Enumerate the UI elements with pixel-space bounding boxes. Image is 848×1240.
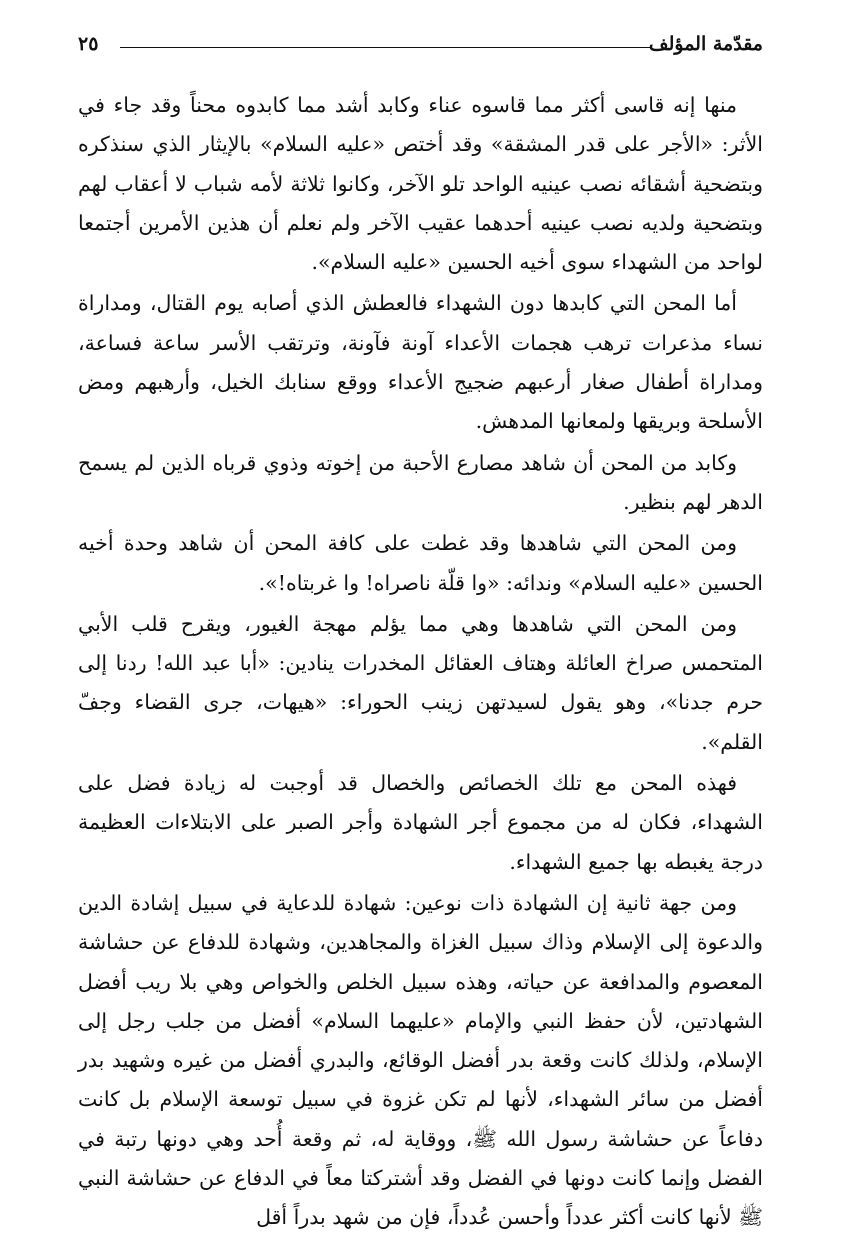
paragraph: ومن المحن التي شاهدها وهي مما يؤلم مهجة الغيور، ويقرح قلب الأبي المتحمس صراخ العائلة وهتاف العقائل المخدرات ينادين: «أبا عبد الله! ردنا إلى حرم جدنا»، وهو يقول لسيدتهن زينب الحوراء: «هيهات، جرى القضاء وجفّ القلم».: [78, 611, 763, 754]
paragraph: أما المحن التي كابدها دون الشهداء فالعطش الذي أصابه يوم القتال، ومداراة نساء مذعرات ترهب هجمات الأعداء آونة فآونة، وترتقب الأسر ساعة فساعة، ومداراة أطفال صغار أرعبهم ضجيج الأعداء ووقع سنابك الخيل، وأرهبهم ومض الأسلحة وبريقها ولمعانها المدهش.: [78, 291, 763, 434]
paragraph: فهذه المحن مع تلك الخصائص والخصال قد أوجبت له زيادة فضل على الشهداء، فكان له من مجموع أجر الشهادة وأجر الصبر على الابتلاءات العظيمة درجة يغبطه بها جميع الشهداء.: [78, 771, 763, 874]
paragraph: منها إنه قاسى أكثر مما قاسوه عناء وكابد أشد مما كابدوه محناً وقد جاء في الأثر: «الأجر على قدر المشقة» وقد أختص «عليه السلام» بالإيثار الذي سنذكره وبتضحية أشقائه نصب عينيه الواحد تلو الآخر، وكانوا ثلاثة لأمه شباب لا أعقاب لهم وبتضحية ولديه نصب عينيه أحدهما عقيب الآخر ولم نعلم أن هذين الأمرين أجتمعا لواحد من الشهداء سوى أخيه الحسين «عليه السلام».: [78, 93, 763, 275]
paragraph: وكابد من المحن أن شاهد مصارع الأحبة من إخوته وذوي قرباه الذين لم يسمح الدهر لهم بنظير.: [78, 450, 763, 514]
page-number: ٢٥: [78, 33, 99, 55]
header-rule: [120, 47, 651, 48]
running-title: مقدّمة المؤلف: [648, 33, 763, 55]
paragraph: ومن جهة ثانية إن الشهادة ذات نوعين: شهادة للدعاية في سبيل إشادة الدين والدعوة إلى الإسلام وذاك سبيل الغزاة والمجاهدين، وشهادة للدفاع عن حشاشة المعصوم والمدافعة عن حياته، وهذه سبيل الخلص والخواص وهي بلا ريب أفضل الشهادتين، لأن حفظ النبي والإمام «عليهما السلام» أفضل من جلب رجل إلى الإسلام، ولذلك كانت وقعة بدر أفضل الوقائع، والبدري أفضل من غيره وشهيد بدر أفضل من سائر الشهداء، لأنها لم تكن غزوة في سبيل توسعة الإسلام بل كانت دفاعاً عن حشاشة رسول الله ﷺ، ووقاية له، ثم وقعة أُحد وهي دونها رتبة في الفضل وإنما كانت دونها في الفضل وقد أشتركتا معاً في الدفاع عن حشاشة النبي ﷺ لأنها كانت أكثر عدداً وأحسن عُدداً، فإن من شهد بدراً أقل: [78, 890, 763, 1230]
page-header: [78, 30, 763, 64]
body-text: [78, 86, 763, 1240]
paragraph: ومن المحن التي شاهدها وقد غطت على كافة المحن أن شاهد وحدة أخيه الحسين «عليه السلام» وندائه: «وا قلّة ناصراه! وا غربتاه!».: [78, 531, 763, 595]
